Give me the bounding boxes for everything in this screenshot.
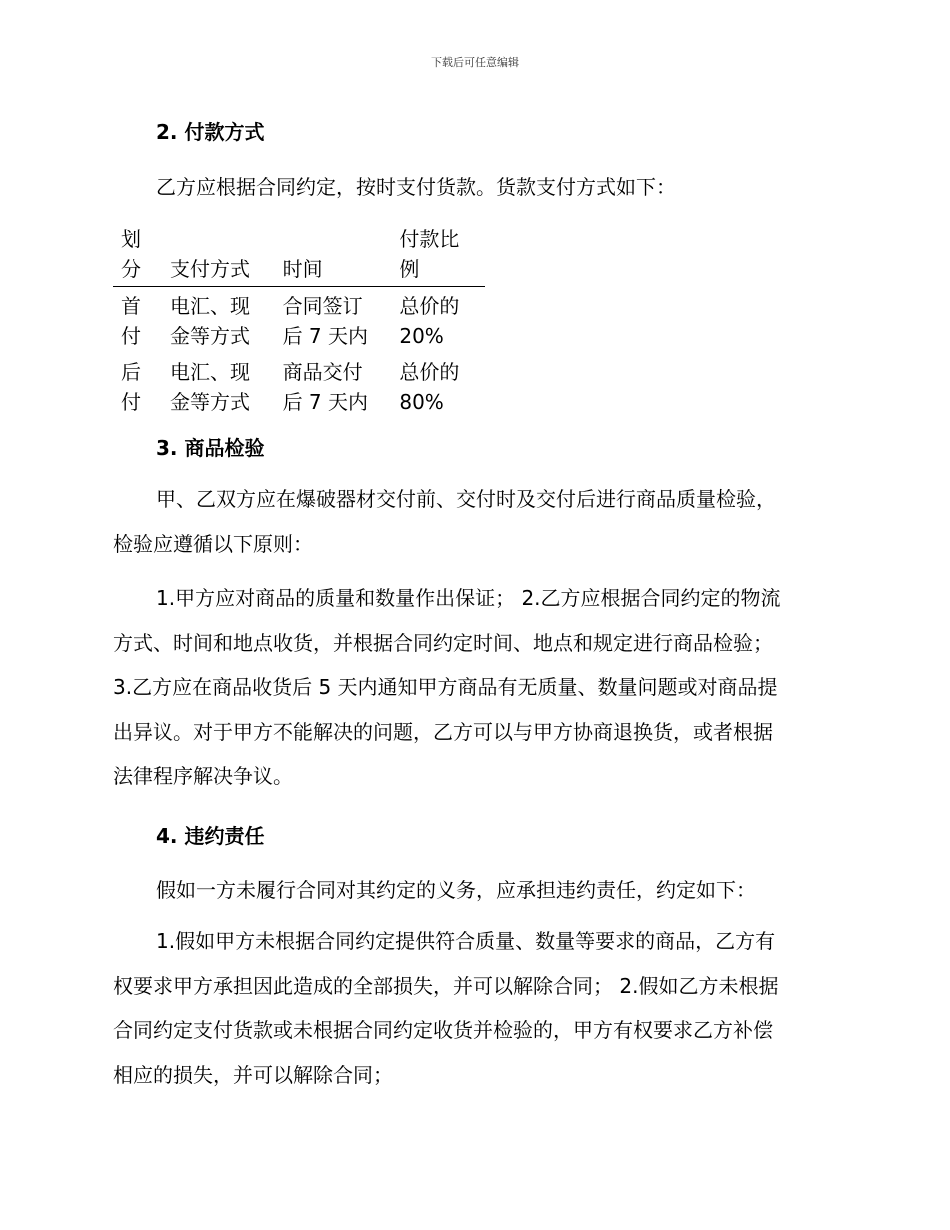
page-header: 下载后可任意编辑: [431, 56, 519, 69]
header-cell: [283, 224, 400, 287]
table-cell: 后 付: [121, 360, 141, 414]
section-3-paragraph-2: [113, 576, 833, 799]
header-method: 支付方式: [170, 257, 251, 281]
table-cell: 电汇、现 金等方式: [170, 294, 251, 348]
table-cell: 商品交付 后 7 天内: [282, 360, 369, 414]
header-ratio: 付款比 例: [399, 227, 460, 281]
header-cell: [399, 224, 485, 287]
header-cell: [170, 224, 283, 287]
table-cell: 总价的 20%: [399, 294, 460, 348]
section-3-title: 3. 商品检验: [156, 436, 265, 460]
text-line: 1.甲方应对商品的质量和数量作出保证； 2.乙方应根据合同约定的物流: [156, 586, 781, 610]
payment-table: [113, 224, 485, 419]
text-line: 合同约定支付货款或未根据合同约定收货并检验的，甲方有权要求乙方补偿: [113, 1018, 773, 1042]
table-cell: 首 付: [121, 294, 141, 348]
text-line: 出异议。对于甲方不能解决的问题，乙方可以与甲方协商退换货，或者根据: [113, 719, 773, 744]
table-cell: 合同签订 后 7 天内: [282, 294, 369, 348]
text-line: 检验应遵循以下原则：: [113, 531, 313, 556]
text-line: 法律程序解决争议。: [113, 764, 293, 788]
table-row: [113, 353, 485, 419]
header-division: 划 分: [121, 227, 141, 281]
header-cell: [113, 224, 170, 287]
section-2-title: 2. 付款方式: [156, 120, 265, 144]
section-4-paragraph: [113, 919, 833, 1097]
section-3-paragraph-1: [113, 477, 833, 566]
table-cell: 电汇、现 金等方式: [170, 360, 251, 414]
header-time: 时间: [282, 257, 323, 281]
text-line: 方式、时间和地点收货，并根据合同约定时间、地点和规定进行商品检验；: [113, 630, 773, 655]
section-2-intro: 乙方应根据合同约定，按时支付货款。货款支付方式如下：: [156, 175, 676, 199]
section-4-title: 4. 违约责任: [156, 824, 265, 848]
text-line: 3.乙方应在商品收货后 5 天内通知甲方商品有无质量、数量问题或对商品提: [113, 675, 778, 699]
table-row: [113, 287, 485, 354]
text-line: 相应的损失，并可以解除合同；: [113, 1062, 393, 1087]
section-4-intro: 假如一方未履行合同对其约定的义务，应承担违约责任，约定如下：: [156, 878, 756, 902]
text-line: 1.假如甲方未根据合同约定提供符合质量、数量等要求的商品，乙方有: [156, 929, 776, 953]
table-cell: 总价的 80%: [399, 360, 460, 414]
text-line: 权要求甲方承担因此造成的全部损失，并可以解除合同； 2.假如乙方未根据: [113, 973, 779, 998]
table-header-row: [113, 224, 485, 287]
text-line: 甲、乙双方应在爆破器材交付前、交付时及交付后进行商品质量检验，: [156, 487, 776, 511]
